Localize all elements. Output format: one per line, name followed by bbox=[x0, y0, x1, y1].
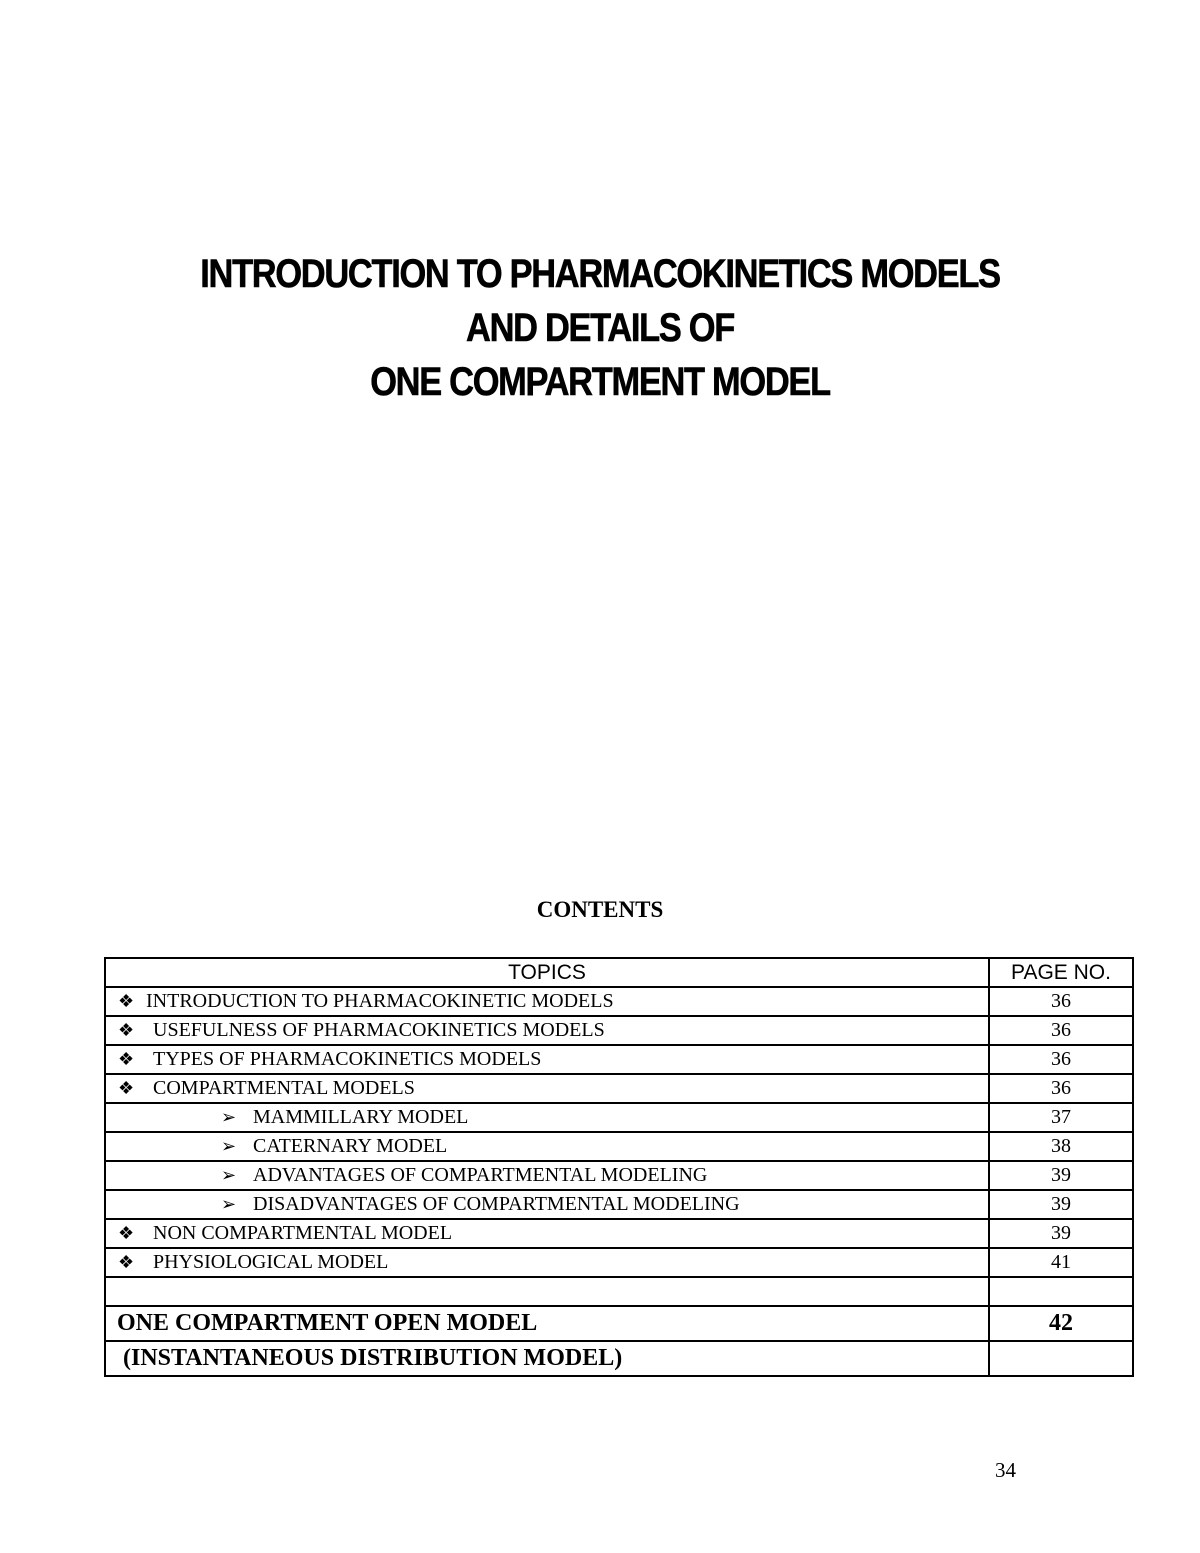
document-title bbox=[0, 247, 1200, 409]
table-row bbox=[105, 1161, 1133, 1190]
topic-text: MAMMILLARY MODEL bbox=[253, 1106, 469, 1128]
diamond-bullet-icon: ❖ bbox=[118, 1252, 135, 1272]
topic-text: TYPES OF PHARMACOKINETICS MODELS bbox=[153, 1048, 542, 1070]
diamond-bullet-icon: ❖ bbox=[118, 1223, 135, 1243]
topic-text: DISADVANTAGES OF COMPARTMENTAL MODELING bbox=[253, 1193, 740, 1215]
page-number-cell: 38 bbox=[989, 1132, 1133, 1161]
diamond-bullet-icon: ❖ bbox=[118, 1020, 135, 1040]
page-number-cell: 37 bbox=[989, 1103, 1133, 1132]
page-number-cell: 39 bbox=[989, 1190, 1133, 1219]
table-row bbox=[105, 1132, 1133, 1161]
table-row bbox=[105, 1219, 1133, 1248]
arrow-bullet-icon: ➢ bbox=[221, 1136, 237, 1156]
diamond-bullet-icon: ❖ bbox=[118, 991, 135, 1011]
table-row-bold bbox=[105, 1341, 1133, 1376]
table-row bbox=[105, 1016, 1133, 1045]
topics-header: TOPICS bbox=[105, 958, 989, 987]
contents-table bbox=[104, 957, 1134, 1377]
page-number-cell: 36 bbox=[989, 987, 1133, 1016]
title-line-1: INTRODUCTION TO PHARMACOKINETICS MODELS bbox=[200, 252, 1000, 296]
page-number-cell: 41 bbox=[989, 1248, 1133, 1277]
topic-text: INTRODUCTION TO PHARMACOKINETIC MODELS bbox=[146, 990, 614, 1012]
title-line-2: AND DETAILS OF bbox=[466, 306, 734, 350]
page-no-header: PAGE NO. bbox=[989, 958, 1133, 987]
title-line-3: ONE COMPARTMENT MODEL bbox=[370, 360, 830, 404]
topic-text: PHYSIOLOGICAL MODEL bbox=[153, 1251, 389, 1273]
table-header-row bbox=[105, 958, 1133, 987]
diamond-bullet-icon: ❖ bbox=[118, 1049, 135, 1069]
page-number-cell: 39 bbox=[989, 1161, 1133, 1190]
page-number-cell: 36 bbox=[989, 1074, 1133, 1103]
table-row-bold bbox=[105, 1306, 1133, 1341]
topic-text: COMPARTMENTAL MODELS bbox=[153, 1077, 415, 1099]
empty-row bbox=[105, 1277, 1133, 1306]
page-number-cell bbox=[989, 1341, 1133, 1376]
topic-text: USEFULNESS OF PHARMACOKINETICS MODELS bbox=[153, 1019, 605, 1041]
page-number-cell: 39 bbox=[989, 1219, 1133, 1248]
page-number-cell: 36 bbox=[989, 1045, 1133, 1074]
table-row bbox=[105, 987, 1133, 1016]
table-row bbox=[105, 1103, 1133, 1132]
table-row bbox=[105, 1190, 1133, 1219]
table-row bbox=[105, 1074, 1133, 1103]
topic-text: NON COMPARTMENTAL MODEL bbox=[153, 1222, 453, 1244]
page-number-cell: 36 bbox=[989, 1016, 1133, 1045]
contents-heading: CONTENTS bbox=[536, 897, 664, 922]
table-row bbox=[105, 1045, 1133, 1074]
arrow-bullet-icon: ➢ bbox=[221, 1107, 237, 1127]
topic-text: ADVANTAGES OF COMPARTMENTAL MODELING bbox=[253, 1164, 708, 1186]
topic-text: ONE COMPARTMENT OPEN MODEL bbox=[105, 1306, 989, 1341]
topic-text: (INSTANTANEOUS DISTRIBUTION MODEL) bbox=[105, 1341, 989, 1376]
arrow-bullet-icon: ➢ bbox=[221, 1194, 237, 1214]
topic-text: CATERNARY MODEL bbox=[253, 1135, 448, 1157]
page-number-cell: 42 bbox=[989, 1306, 1133, 1341]
table-row bbox=[105, 1248, 1133, 1277]
arrow-bullet-icon: ➢ bbox=[221, 1165, 237, 1185]
diamond-bullet-icon: ❖ bbox=[118, 1078, 135, 1098]
page-number: 34 bbox=[995, 1458, 1016, 1482]
